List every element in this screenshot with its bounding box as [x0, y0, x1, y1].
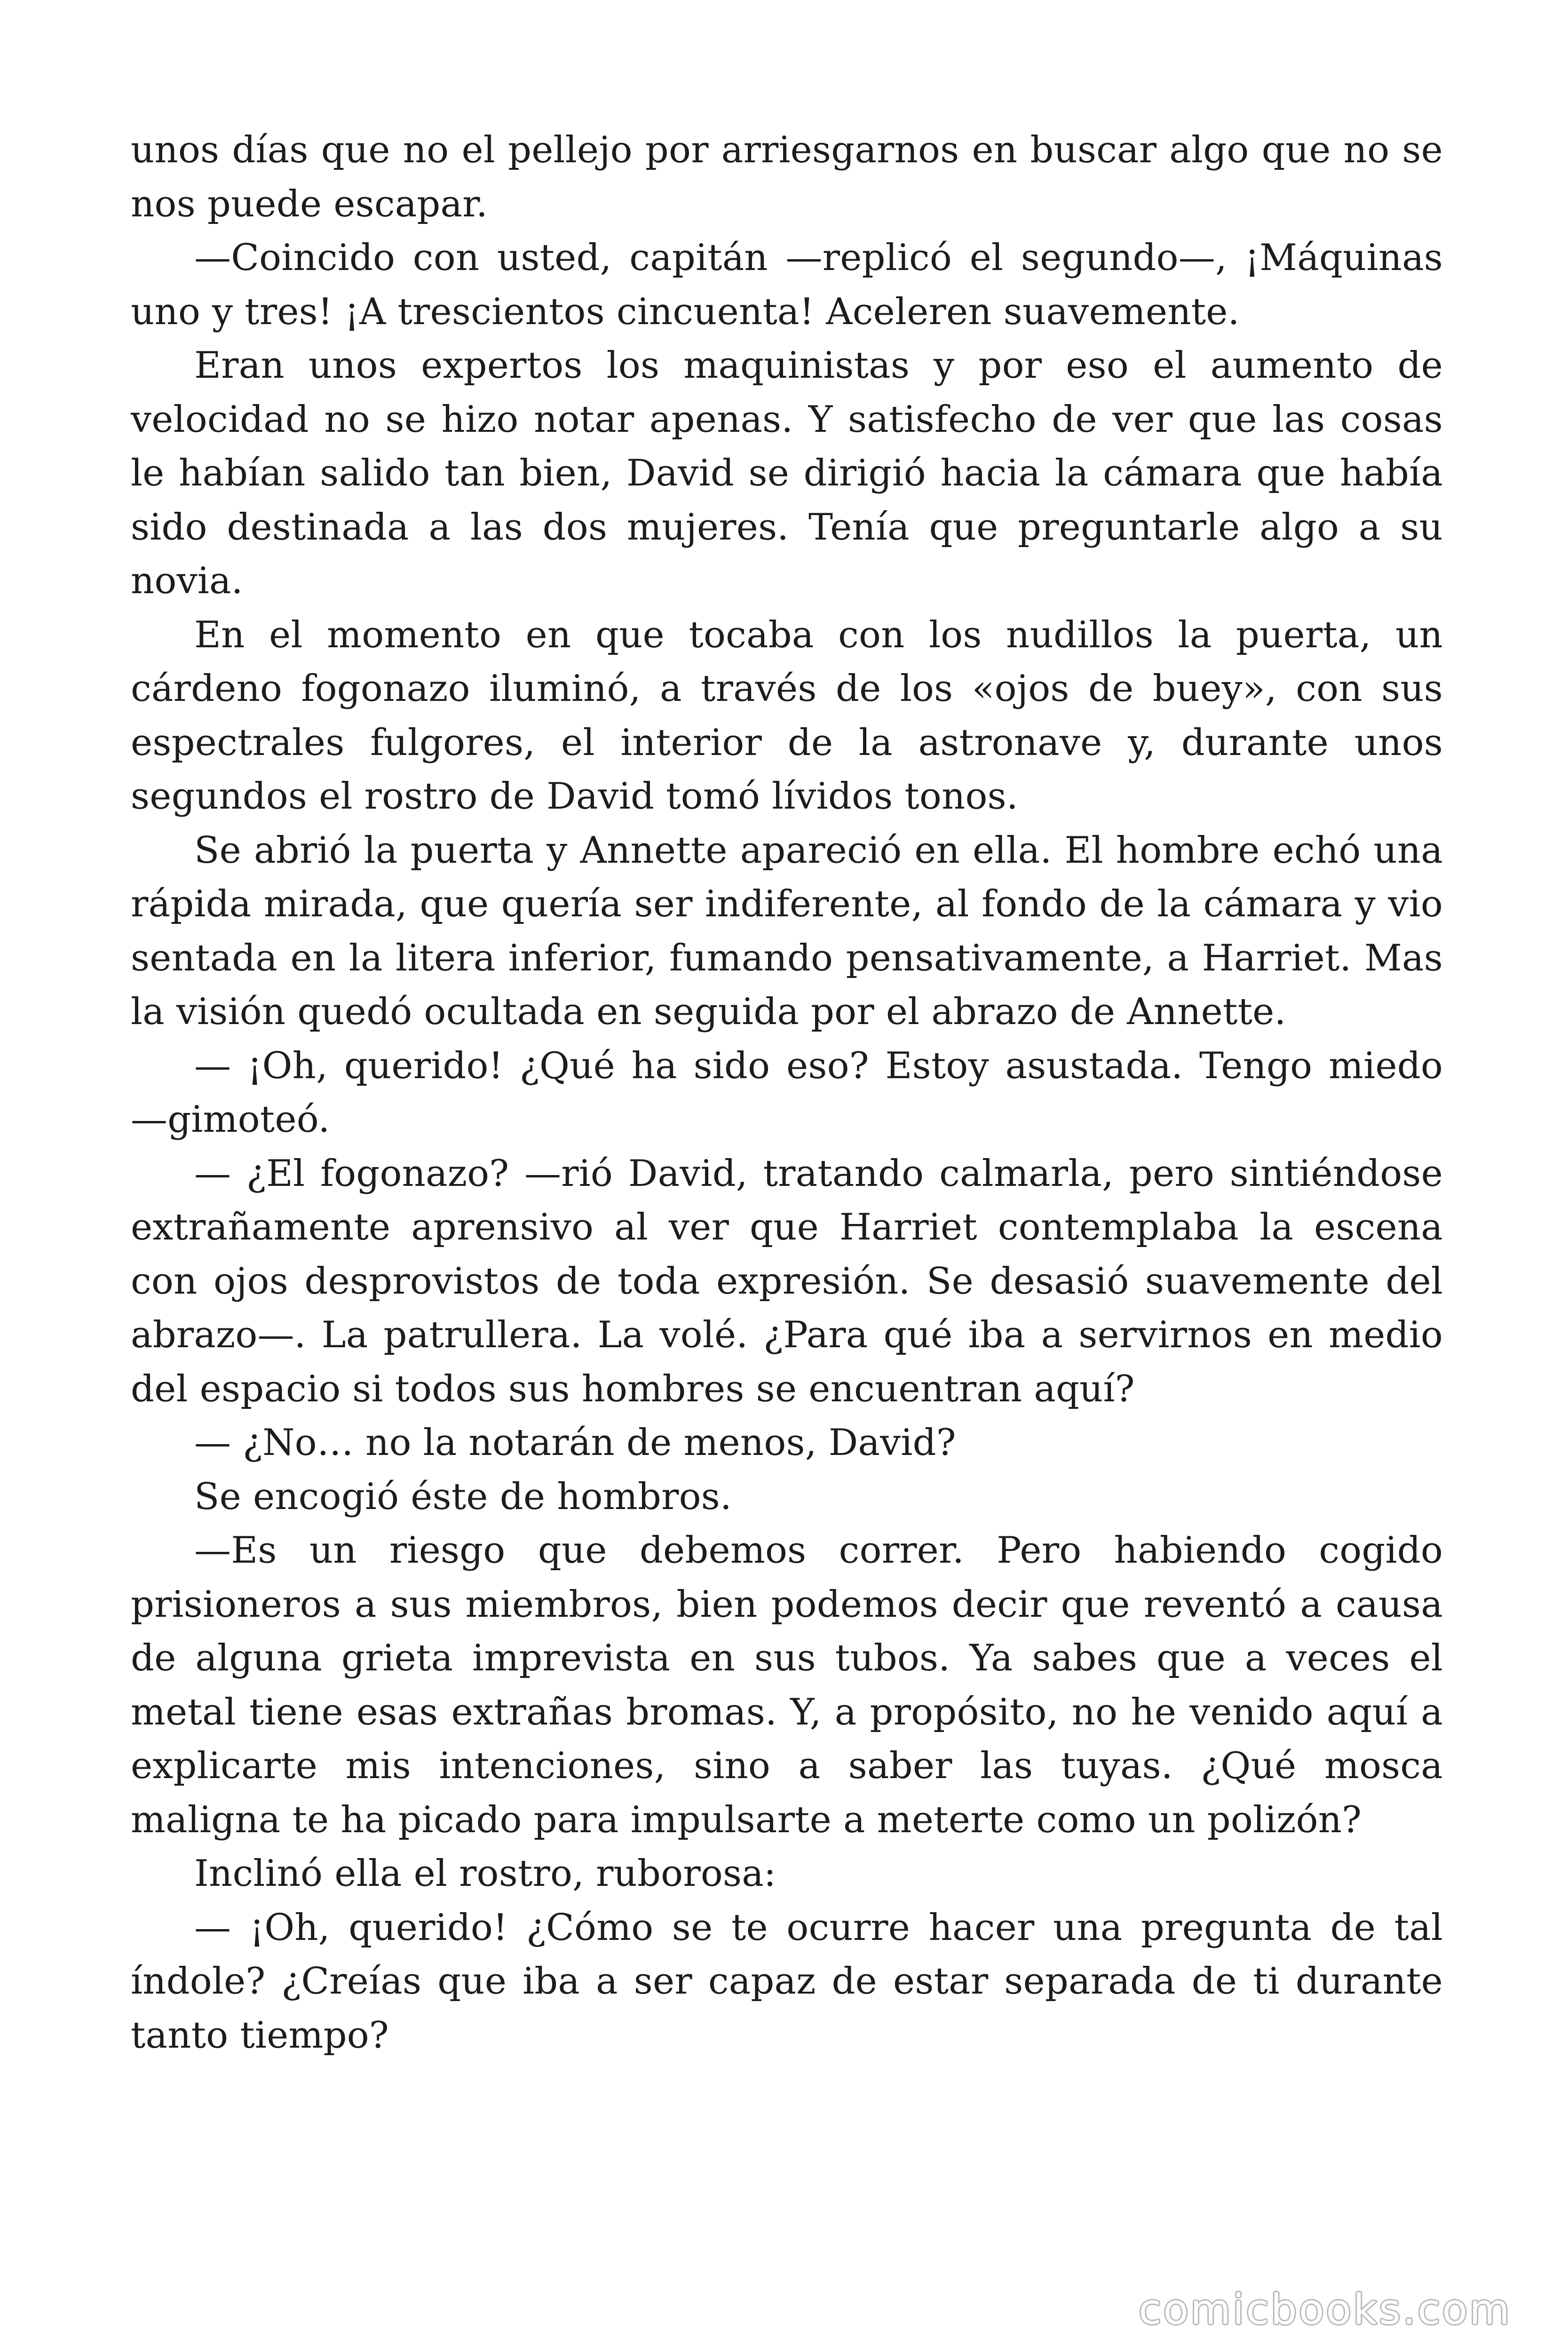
paragraph-10: —Es un riesgo que debemos correr. Pero habiendo cogido prisioneros a sus miembros, bien podemos decir que reventó a causa de alguna grieta imprevista en sus tubos. Ya sabes que a veces el metal tiene esas extrañas bromas. Y, a propósito, no he venido aquí a explicarte mis intenciones, sino a saber las tuyas. ¿Qué mosca maligna te ha picado para impulsarte a meterte como un polizón?	[131, 1529, 1443, 1841]
paragraph-11: Inclinó ella el rostro, ruborosa:	[194, 1852, 776, 1895]
paragraph-1: unos días que no el pellejo por arriesgarnos en buscar algo que no se nos puede escapar.	[131, 129, 1443, 225]
paragraph-2: —Coincido con usted, capitán —replicó el segundo—, ¡Máquinas uno y tres! ¡A trescientos cincuenta! Aceleren suavemente.	[131, 237, 1443, 333]
paragraph-4: En el momento en que tocaba con los nudillos la puerta, un cárdeno fogonazo iluminó, a través de los «ojos de buey», con sus espectrales fulgores, el interior de la astronave y, durante unos segundos el rostro de David tomó lívidos tonos.	[131, 613, 1443, 818]
paragraph-8: — ¿No… no la notarán de menos, David?	[194, 1422, 956, 1464]
page-body	[131, 123, 1443, 2062]
paragraph-12: — ¡Oh, querido! ¿Cómo se te ocurre hacer una pregunta de tal índole? ¿Creías que iba a ser capaz de estar separada de ti durante tanto tiempo?	[131, 1906, 1443, 2057]
paragraph-5: Se abrió la puerta y Annette apareció en ella. El hombre echó una rápida mirada, que quería ser indiferente, al fondo de la cámara y vio sentada en la litera inferior, fumando pensativamente, a Harriet. Mas la visión quedó ocultada en seguida por el abrazo de Annette.	[131, 829, 1443, 1033]
watermark: comicbooks.com	[1138, 2285, 1512, 2334]
paragraph-7: — ¿El fogonazo? —rió David, tratando calmarla, pero sintiéndose extrañamente aprensivo al ver que Harriet contemplaba la escena con ojos desprovistos de toda expresión. Se desasió suavemente del abrazo—. La patrullera. La volé. ¿Para qué iba a servirnos en medio del espacio si todos sus hombres se encuentran aquí?	[131, 1152, 1443, 1410]
paragraph-3: Eran unos expertos los maquinistas y por eso el aumento de velocidad no se hizo notar apenas. Y satisfecho de ver que las cosas le habían salido tan bien, David se dirigió hacia la cámara que había sido destinada a las dos mujeres. Tenía que preguntarle algo a su novia.	[131, 344, 1443, 602]
paragraph-6: — ¡Oh, querido! ¿Qué ha sido eso? Estoy asustada. Tengo miedo —gimoteó.	[131, 1044, 1443, 1141]
paragraph-9: Se encogió éste de hombros.	[194, 1475, 732, 1518]
